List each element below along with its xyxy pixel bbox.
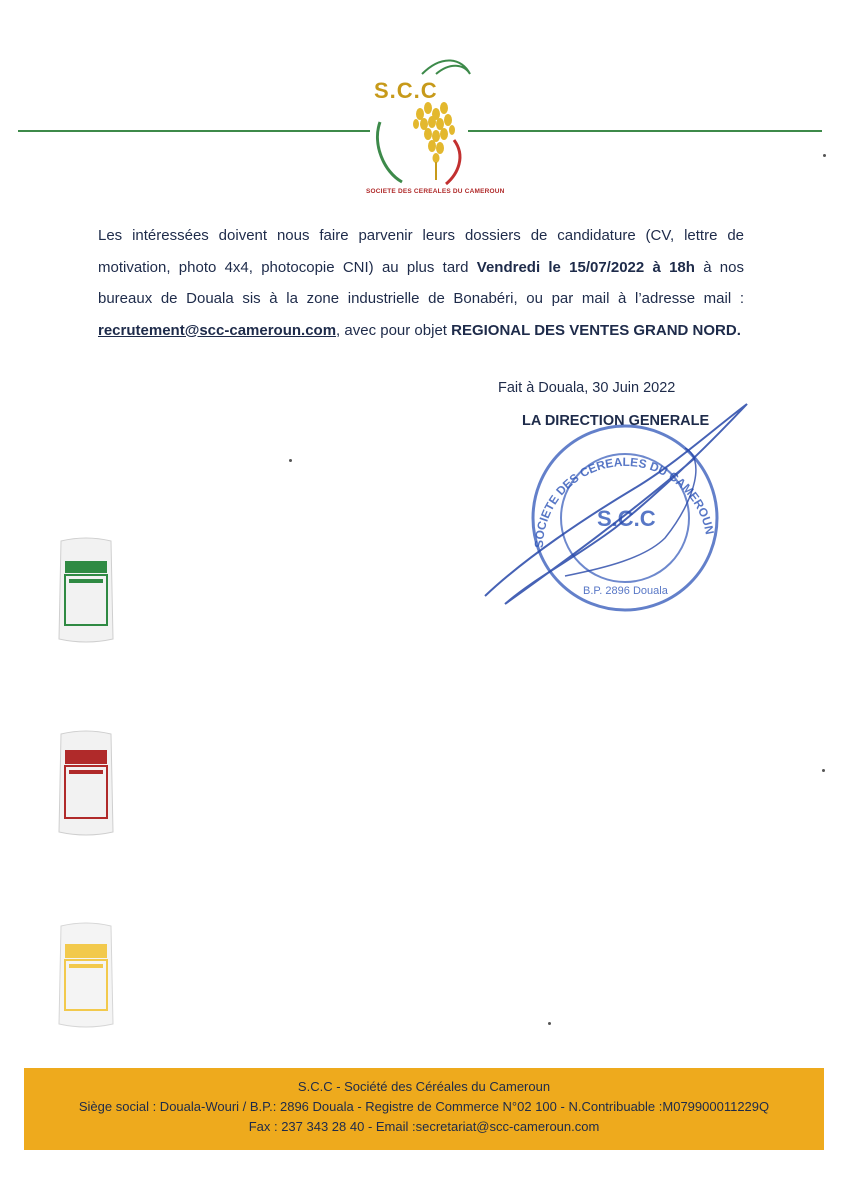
header-rule-right [468,130,822,132]
scan-speck [822,769,825,772]
paragraph-part-2: à nos bureaux de Douala sis à la zone industrielle de Bonabéri, ou par mail à l’adresse mail : [98,258,744,307]
logo-subtitle: SOCIETE DES CEREALES DU CAMEROUN [366,188,505,195]
flour-sack-red [55,728,117,838]
email-link[interactable]: recrutement@scc-cameroun.com [98,321,337,339]
place-and-date: Fait à Douala, 30 Juin 2022 [498,380,676,396]
stamp-bottom-text: B.P. 2896 Douala [583,585,668,597]
header-rule-left [18,130,370,132]
scan-speck [548,1022,551,1025]
official-stamp [465,398,755,628]
grain-sheaf-icon [362,44,492,194]
signature-scribble [485,404,747,604]
scan-speck [289,459,292,462]
deadline-text: Vendredi le 15/07/2022 à 18h [476,258,695,276]
footer-band [24,1068,824,1150]
paragraph-part-3: , avec pour objet [336,321,452,339]
signatory-title: LA DIRECTION GENERALE [522,413,710,429]
scan-speck [823,154,826,157]
stamp-center-text: S.C.C [597,506,656,531]
footer-registration-line: Siège social : Douala-Wouri / B.P.: 2896 Douala - Registre de Commerce N°02 100 - N.Contribuable :M079900011229Q [78,1099,770,1114]
footer-company-line: S.C.C - Société des Céréales du Cameroun [297,1079,551,1094]
paragraph-part-1: Les intéressées doivent nous faire parvenir leurs dossiers de candidature (CV, lettre de motivation, photo 4x4, photocopie CNI) au plus tard [98,227,744,276]
footer-contact-line: Fax : 237 343 28 40 - Email :secretariat@scc-cameroun.com [248,1119,600,1134]
stamp-ring-text: SOCIETE DES CEREALES DU CAMEROUN [531,454,717,549]
flour-sack-green [55,535,117,645]
subject-text: REGIONAL DES VENTES GRAND NORD. [451,321,741,339]
application-instructions [98,220,744,346]
company-logo [362,44,505,195]
svg-text:SOCIETE DES CEREALES DU CAMERO [532,455,717,548]
logo-abbreviation: S.C.C [374,78,438,103]
flour-sack-yellow [55,920,117,1030]
